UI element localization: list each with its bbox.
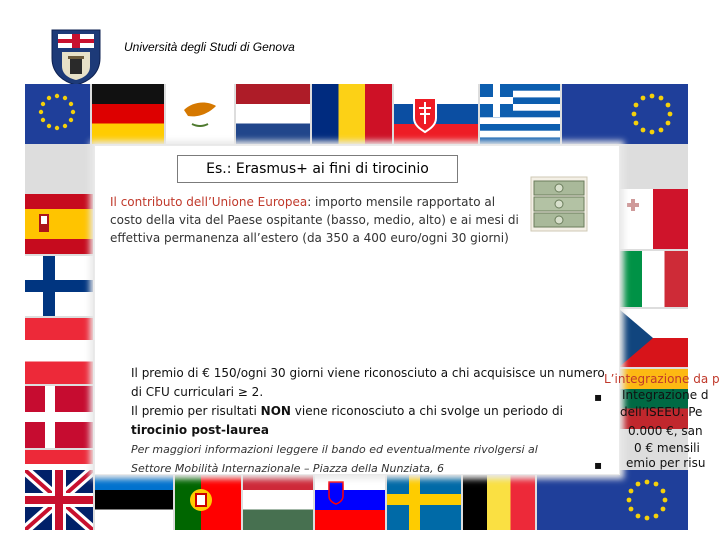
bullet-icon: ▪ [594,390,603,404]
flag-malta [619,189,688,249]
eu-flag-icon [25,84,90,144]
flag-spain [25,194,93,254]
flag-denmark [25,386,93,448]
eu-contribution-text [110,193,530,247]
flag-germany [92,84,164,144]
flag-romania [312,84,392,144]
overflow-line3: 0.000 €, san [628,424,703,438]
slide-title: Es.: Erasmus+ ai fini di tirocinio [177,155,458,183]
flag-netherlands [236,84,310,144]
eu-contribution-highlight: Il contributo dell’Unione Europea [110,195,308,209]
flag-greece [480,84,560,144]
flag-austria [25,318,93,384]
info-line2: Settore Mobilità Internazionale – Piazza della Nunziata, 6 [131,462,445,475]
overflow-text-box [594,368,720,478]
premio-text [131,364,611,478]
premio-line3: tirocinio post-laurea [131,423,269,437]
flag-belgium [463,470,535,530]
overflow-line4: 0 € mensili [634,441,700,455]
overflow-heading: L’integrazione da p [604,372,720,386]
premio-line1: Il premio di € 150/ogni 30 giorni viene riconosciuto a chi acquisisce un numero di CFU curriculari ≥ 2. [131,366,605,399]
overflow-bullet1: Integrazione d [622,388,709,402]
bullet-icon: ▪ [594,458,603,472]
flag-sweden [387,470,461,530]
flag-hungary [243,470,313,530]
flag-slovakia [394,84,478,144]
eu-flag-icon [537,470,688,530]
overflow-bullet2: emio per risu [626,456,706,470]
flag-portugal [175,470,241,530]
flag-uk [25,470,93,530]
overflow-line2: dell’ISEEU. Pe [620,405,703,419]
money-banknotes-icon [530,176,588,232]
eu-contribution-body: : importo mensile rapportato al costo della vita del Paese ospitante (basso, medio, alto) e ai mesi di effettiva permanenza all’estero (da 350 a 400 euro/ogni 30 giorni) [110,195,519,245]
flag-czech [619,309,688,367]
university-name: Università degli Studi di Genova [124,40,295,54]
info-line1: Per maggiori informazioni leggere il bando ed eventualmente rivolgersi al [131,443,538,456]
flag-slovenia [315,470,385,530]
flag-italy [619,251,688,307]
slide-header [0,0,720,84]
premio-line2: Il premio per risultati NON viene riconosciuto a chi svolge un periodo di [131,404,563,418]
flag-cyprus [166,84,234,144]
flag-finland [25,256,93,316]
eu-flag-icon [562,84,688,144]
university-seal-icon [50,28,102,86]
flag-estonia [95,470,173,530]
